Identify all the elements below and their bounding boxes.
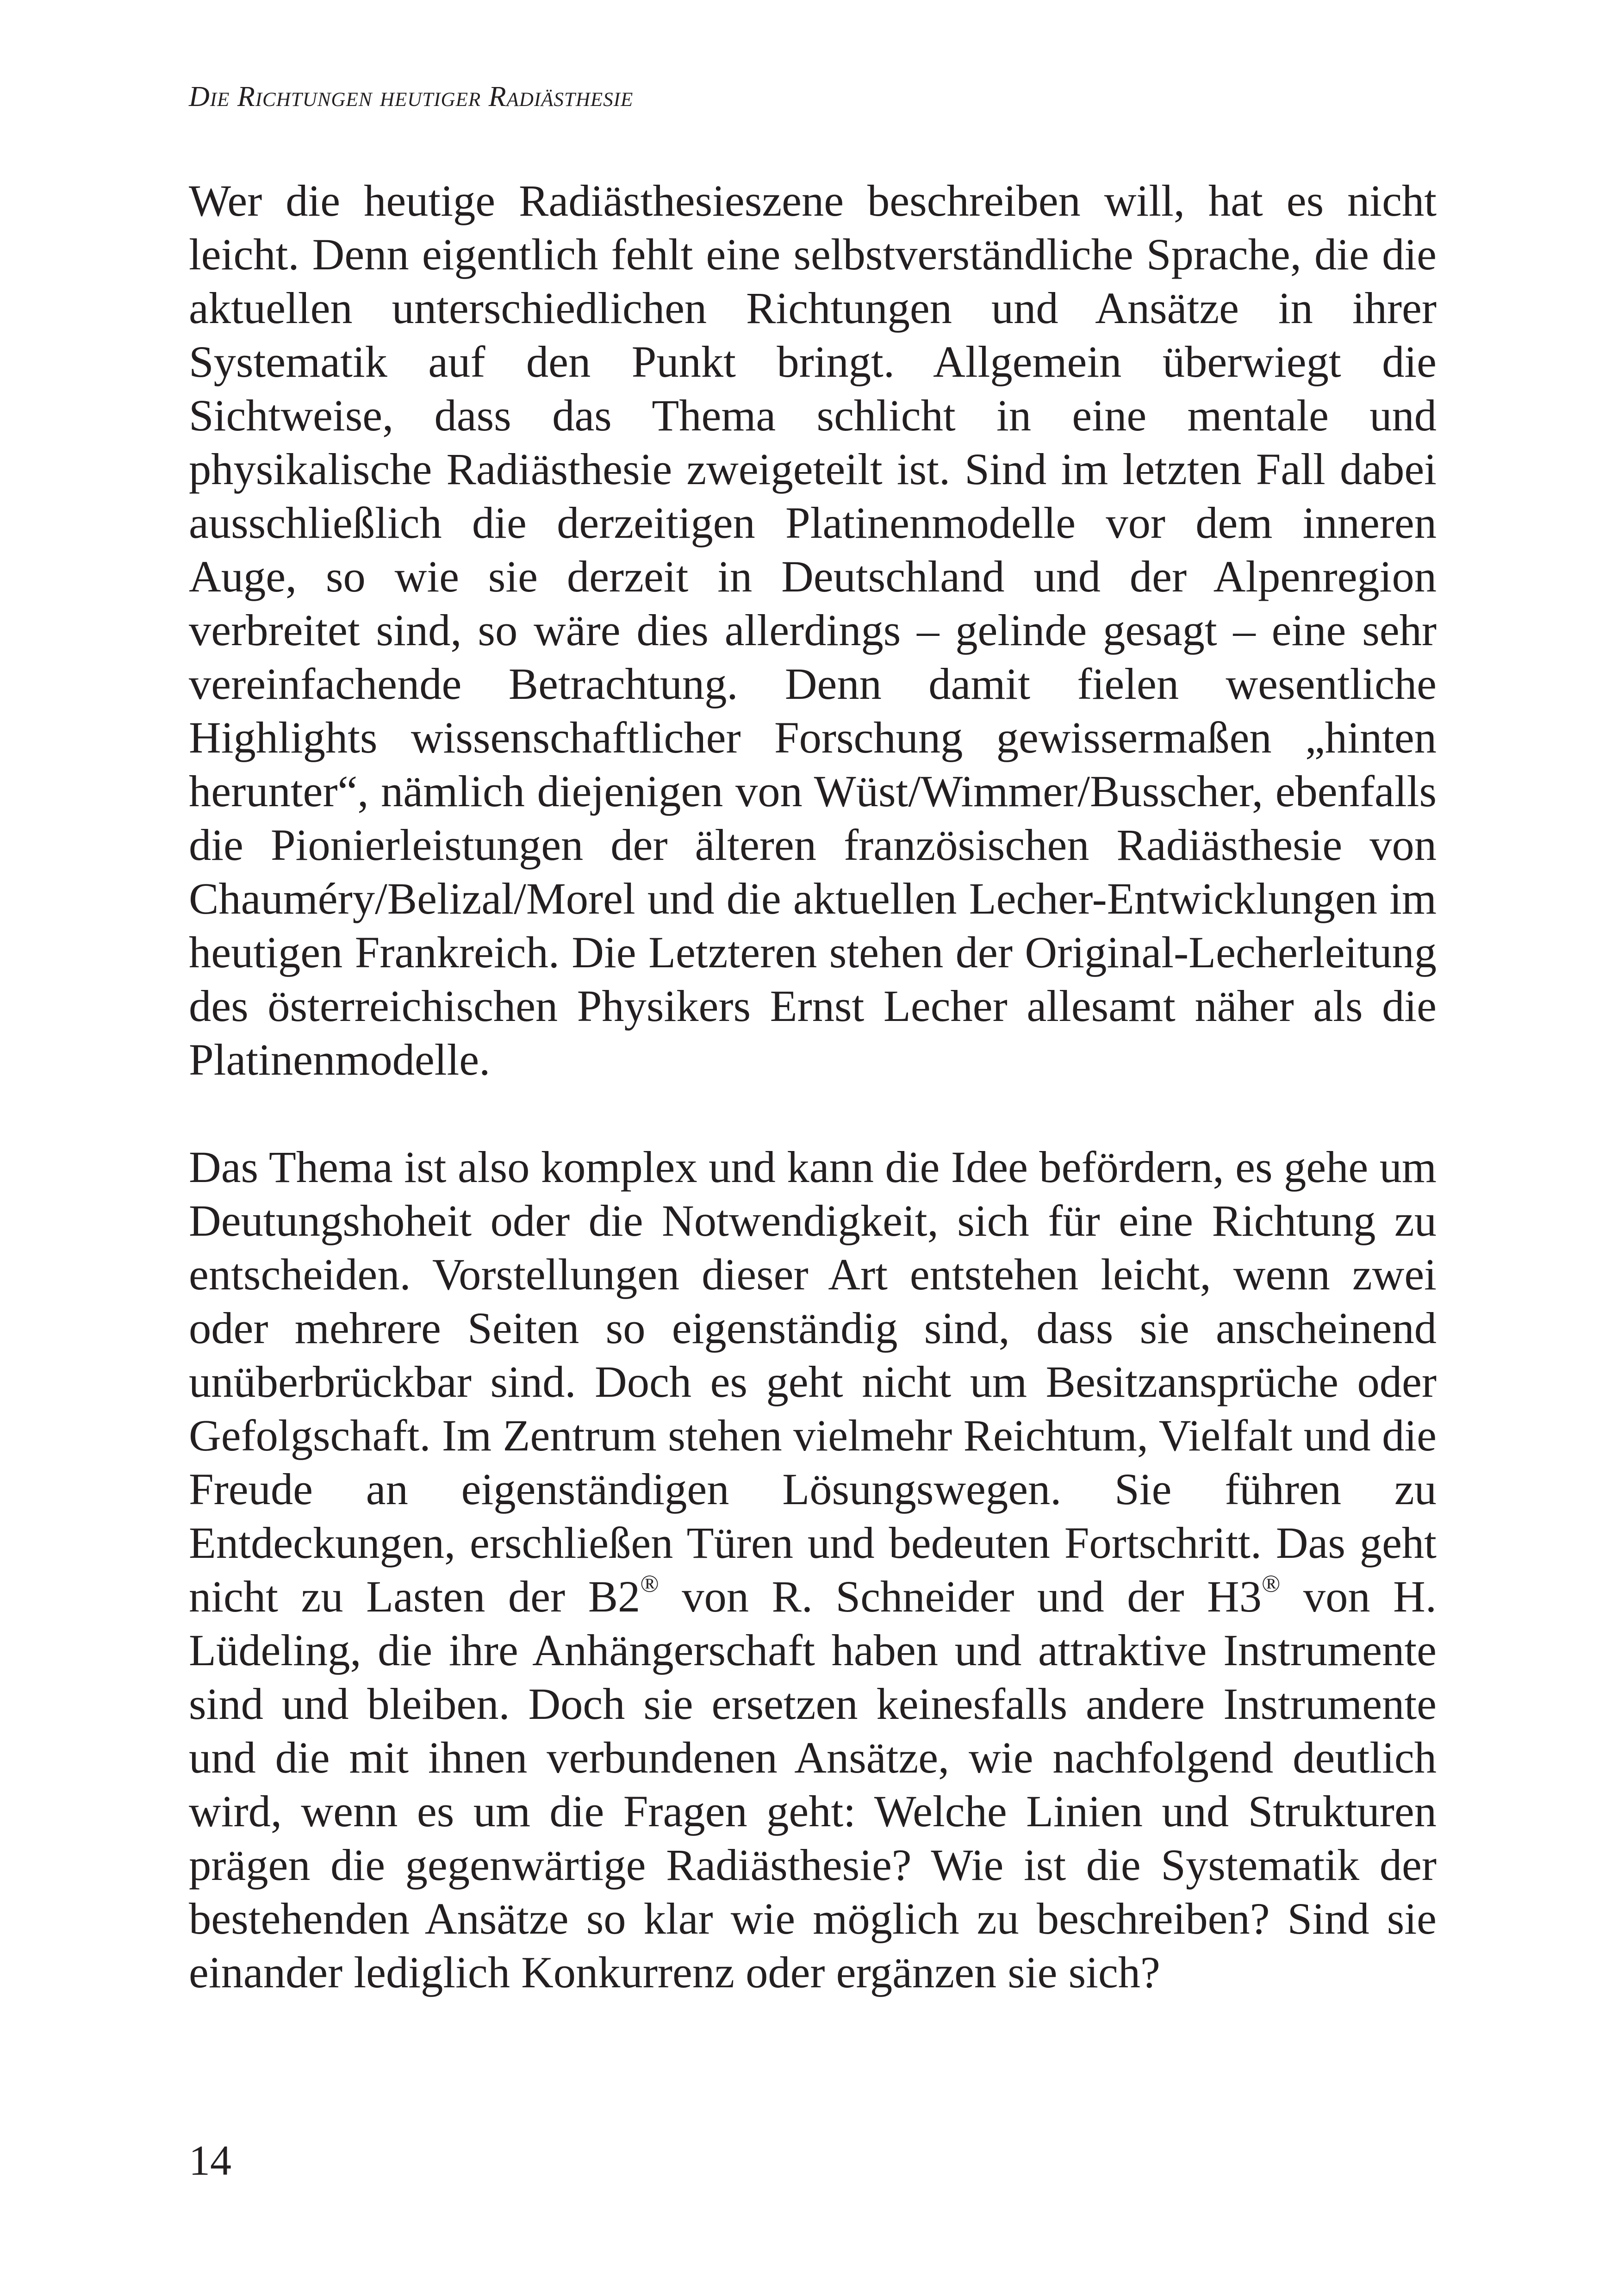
paragraph-2-part-3: von H. Lüdeling, die ihre Anhängerschaft haben und attraktive Instrumente sind und bleiben. Doch sie ersetzen keinesfalls andere Instrumente und die mit ihnen verbundenen Ansätze, wie nachfolgend deutlich wird, wenn es um die Fragen geht: Welche Linien und Strukturen prägen die gegenwärtige Radiästhesie? Wie ist die Systematik der bestehenden Ansätze so klar wie möglich zu beschreiben? Sind sie einander lediglich Konkurrenz oder ergänzen sie sich? [189, 1572, 1437, 1997]
paragraph-2-part-1: Das Thema ist also komplex und kann die Idee befördern, es gehe um Deutungshoheit oder die Notwendigkeit, sich für eine Richtung zu entscheiden. Vorstellungen dieser Art entstehen leicht, wenn zwei oder mehrere Seiten so eigenständig sind, dass sie anscheinend unüberbrückbar sind. Doch es geht nicht um Besitzansprüche oder Gefolgschaft. Im Zentrum stehen vielmehr Reichtum, Vielfalt und die Freude an eigenständigen Lösungswegen. Sie führen zu Entdeckungen, erschließen Türen und bedeuten Fortschritt. Das geht nicht zu Lasten der B2 [189, 1142, 1437, 1621]
running-header: Die Richtungen heutiger Radiästhesie [189, 81, 634, 112]
registered-mark: ® [1261, 1570, 1281, 1598]
page-number: 14 [189, 2137, 231, 2184]
registered-mark: ® [640, 1570, 659, 1598]
paragraph-2 [189, 1140, 1437, 1999]
paragraph-1: Wer die heutige Radiästhesieszene beschreiben will, hat es nicht leicht. Denn eigentlich fehlt eine selbstverständliche Sprache, die die aktuellen unterschiedlichen Richtungen und Ansätze in ihrer Systematik auf den Punkt bringt. Allgemein überwiegt die Sichtweise, dass das Thema schlicht in eine mentale und physikalische Radiästhesie zweigeteilt ist. Sind im letzten Fall dabei ausschließlich die derzeitigen Platinenmodelle vor dem inneren Auge, so wie sie derzeit in Deutschland und der Alpenregion verbreitet sind, so wäre dies allerdings – gelinde gesagt – eine sehr vereinfachende Betrachtung. Denn damit fielen wesentliche Highlights wissenschaftlicher Forschung gewissermaßen „hinten herunter“, nämlich diejenigen von Wüst/Wimmer/Busscher, ebenfalls die Pionierleistungen der älteren französischen Radiästhesie von Chauméry/Belizal/Morel und die aktuellen Lecher-Entwicklungen im heutigen Frankreich. Die Letzteren stehen der Original-Lecherleitung des österreichischen Physikers Ernst Lecher allesamt näher als die Platinenmodelle. [189, 176, 1437, 1084]
body-text [189, 174, 1437, 1999]
paragraph-2-part-2: von R. Schneider und der H3 [659, 1572, 1262, 1621]
